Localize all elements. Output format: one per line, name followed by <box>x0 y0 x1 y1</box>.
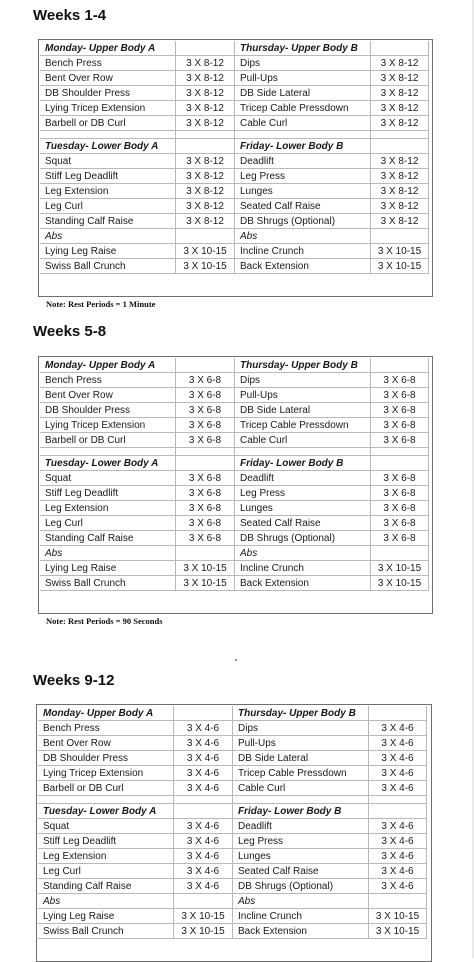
section-title: Weeks 1-4 <box>33 7 107 24</box>
exercise-name: DB Side Lateral <box>235 403 371 418</box>
exercise-name: Bench Press <box>40 373 176 388</box>
exercise-name: Lunges <box>235 184 371 199</box>
sets-reps <box>174 894 233 909</box>
exercise-name: Squat <box>38 819 174 834</box>
empty-cell <box>369 804 427 819</box>
sets-reps: 3 X 10-15 <box>176 561 235 576</box>
exercise-name: Leg Press <box>235 486 371 501</box>
spacer-cell <box>235 131 371 139</box>
sets-reps: 3 X 10-15 <box>176 576 235 591</box>
exercise-name: Lying Tricep Extension <box>40 101 176 116</box>
spacer-cell <box>371 448 429 456</box>
exercise-name: Incline Crunch <box>233 909 369 924</box>
spacer-cell <box>235 448 371 456</box>
sets-reps: 3 X 8-12 <box>371 214 429 229</box>
sets-reps <box>371 546 429 561</box>
exercise-name: Seated Calf Raise <box>235 516 371 531</box>
exercise-name: Bent Over Row <box>40 388 176 403</box>
exercise-name: Stiff Leg Deadlift <box>40 169 176 184</box>
abs-label: Abs <box>235 229 371 244</box>
exercise-name: Swiss Ball Crunch <box>40 259 176 274</box>
sets-reps: 3 X 6-8 <box>176 388 235 403</box>
sets-reps: 3 X 10-15 <box>369 909 427 924</box>
section-title: Weeks 9-12 <box>33 672 115 689</box>
day-header: Monday- Upper Body A <box>38 706 174 721</box>
abs-label: Abs <box>40 229 176 244</box>
exercise-name: Barbell or DB Curl <box>40 116 176 131</box>
sets-reps: 3 X 6-8 <box>371 373 429 388</box>
sets-reps: 3 X 6-8 <box>371 531 429 546</box>
exercise-name: Pull-Ups <box>235 388 371 403</box>
sets-reps: 3 X 8-12 <box>371 86 429 101</box>
sets-reps: 3 X 4-6 <box>369 849 427 864</box>
section-title: Weeks 5-8 <box>33 323 107 340</box>
sets-reps: 3 X 10-15 <box>174 909 233 924</box>
sets-reps: 3 X 10-15 <box>371 244 429 259</box>
exercise-name: DB Shrugs (Optional) <box>233 879 369 894</box>
exercise-name: DB Shoulder Press <box>38 751 174 766</box>
spacer-cell <box>371 131 429 139</box>
exercise-name: Leg Extension <box>40 501 176 516</box>
sets-reps: 3 X 4-6 <box>174 864 233 879</box>
exercise-name: Cable Curl <box>235 433 371 448</box>
exercise-name: Lunges <box>235 501 371 516</box>
sets-reps: 3 X 4-6 <box>174 751 233 766</box>
sets-reps: 3 X 8-12 <box>176 86 235 101</box>
sets-reps <box>369 894 427 909</box>
empty-cell <box>174 706 233 721</box>
exercise-name: Lying Leg Raise <box>40 244 176 259</box>
empty-cell <box>176 41 235 56</box>
sets-reps: 3 X 10-15 <box>369 924 427 939</box>
sets-reps: 3 X 10-15 <box>371 259 429 274</box>
spacer-cell <box>369 796 427 804</box>
sets-reps: 3 X 8-12 <box>176 101 235 116</box>
exercise-name: Back Extension <box>233 924 369 939</box>
sets-reps: 3 X 8-12 <box>176 214 235 229</box>
sets-reps <box>176 546 235 561</box>
exercise-name: Dips <box>233 721 369 736</box>
day-header: Friday- Lower Body B <box>235 456 371 471</box>
exercise-name: Leg Press <box>235 169 371 184</box>
exercise-name: Barbell or DB Curl <box>38 781 174 796</box>
day-header: Thursday- Upper Body B <box>235 41 371 56</box>
empty-cell <box>369 706 427 721</box>
sets-reps: 3 X 8-12 <box>371 116 429 131</box>
exercise-name: Seated Calf Raise <box>235 199 371 214</box>
empty-cell <box>174 804 233 819</box>
exercise-name: Tricep Cable Pressdown <box>235 418 371 433</box>
exercise-name: Leg Curl <box>40 199 176 214</box>
sets-reps: 3 X 6-8 <box>371 433 429 448</box>
sets-reps: 3 X 8-12 <box>176 116 235 131</box>
sets-reps: 3 X 4-6 <box>369 721 427 736</box>
sets-reps: 3 X 8-12 <box>371 199 429 214</box>
sets-reps: 3 X 8-12 <box>176 71 235 86</box>
sets-reps: 3 X 4-6 <box>174 834 233 849</box>
empty-cell <box>176 456 235 471</box>
sets-reps <box>176 229 235 244</box>
exercise-name: Standing Calf Raise <box>40 531 176 546</box>
exercise-name: Lunges <box>233 849 369 864</box>
exercise-name: Leg Extension <box>38 849 174 864</box>
sets-reps: 3 X 8-12 <box>176 169 235 184</box>
sets-reps: 3 X 4-6 <box>369 751 427 766</box>
exercise-name: Deadlift <box>235 471 371 486</box>
sets-reps <box>371 229 429 244</box>
exercise-name: Cable Curl <box>233 781 369 796</box>
exercise-name: Lying Tricep Extension <box>40 418 176 433</box>
sets-reps: 3 X 10-15 <box>176 259 235 274</box>
sets-reps: 3 X 4-6 <box>369 879 427 894</box>
exercise-name: Back Extension <box>235 259 371 274</box>
workout-table <box>38 39 433 297</box>
exercise-name: Deadlift <box>235 154 371 169</box>
day-header: Monday- Upper Body A <box>40 358 176 373</box>
sets-reps: 3 X 4-6 <box>369 736 427 751</box>
table-grid <box>40 358 431 591</box>
sets-reps: 3 X 10-15 <box>174 924 233 939</box>
exercise-name: Bench Press <box>40 56 176 71</box>
exercise-name: Tricep Cable Pressdown <box>235 101 371 116</box>
spacer-cell <box>40 448 176 456</box>
sets-reps: 3 X 6-8 <box>176 373 235 388</box>
exercise-name: DB Side Lateral <box>235 86 371 101</box>
sets-reps: 3 X 8-12 <box>371 169 429 184</box>
exercise-name: DB Side Lateral <box>233 751 369 766</box>
exercise-name: Bent Over Row <box>38 736 174 751</box>
exercise-name: Bent Over Row <box>40 71 176 86</box>
sets-reps: 3 X 10-15 <box>176 244 235 259</box>
sets-reps: 3 X 10-15 <box>371 561 429 576</box>
sets-reps: 3 X 4-6 <box>369 781 427 796</box>
sets-reps: 3 X 8-12 <box>371 56 429 71</box>
exercise-name: Leg Press <box>233 834 369 849</box>
sets-reps: 3 X 6-8 <box>371 471 429 486</box>
exercise-name: Incline Crunch <box>235 244 371 259</box>
exercise-name: DB Shrugs (Optional) <box>235 531 371 546</box>
sets-reps: 3 X 8-12 <box>371 154 429 169</box>
exercise-name: Leg Curl <box>40 516 176 531</box>
rest-note: Note: Rest Periods = 90 Seconds <box>46 616 163 626</box>
sets-reps: 3 X 8-12 <box>371 184 429 199</box>
sets-reps: 3 X 4-6 <box>174 736 233 751</box>
sets-reps: 3 X 4-6 <box>174 879 233 894</box>
abs-label: Abs <box>233 894 369 909</box>
spacer-cell <box>176 448 235 456</box>
exercise-name: Standing Calf Raise <box>38 879 174 894</box>
empty-cell <box>371 139 429 154</box>
exercise-name: DB Shoulder Press <box>40 86 176 101</box>
exercise-name: Seated Calf Raise <box>233 864 369 879</box>
exercise-name: Back Extension <box>235 576 371 591</box>
exercise-name: DB Shrugs (Optional) <box>235 214 371 229</box>
stray-dot <box>235 659 237 661</box>
day-header: Tuesday- Lower Body A <box>38 804 174 819</box>
exercise-name: DB Shoulder Press <box>40 403 176 418</box>
table-grid <box>40 41 431 274</box>
day-header: Friday- Lower Body B <box>233 804 369 819</box>
workout-table <box>36 704 432 962</box>
sets-reps: 3 X 4-6 <box>369 864 427 879</box>
day-header: Monday- Upper Body A <box>40 41 176 56</box>
empty-cell <box>371 358 429 373</box>
sets-reps: 3 X 6-8 <box>371 486 429 501</box>
abs-label: Abs <box>40 546 176 561</box>
sets-reps: 3 X 4-6 <box>369 834 427 849</box>
sets-reps: 3 X 4-6 <box>174 781 233 796</box>
exercise-name: Lying Leg Raise <box>38 909 174 924</box>
spacer-cell <box>38 796 174 804</box>
exercise-name: Deadlift <box>233 819 369 834</box>
sets-reps: 3 X 6-8 <box>371 388 429 403</box>
spacer-cell <box>233 796 369 804</box>
exercise-name: Leg Curl <box>38 864 174 879</box>
exercise-name: Cable Curl <box>235 116 371 131</box>
exercise-name: Standing Calf Raise <box>40 214 176 229</box>
sets-reps: 3 X 4-6 <box>174 721 233 736</box>
exercise-name: Squat <box>40 154 176 169</box>
exercise-name: Squat <box>40 471 176 486</box>
table-grid <box>38 706 430 939</box>
sets-reps: 3 X 6-8 <box>371 403 429 418</box>
sets-reps: 3 X 6-8 <box>176 433 235 448</box>
sets-reps: 3 X 4-6 <box>174 819 233 834</box>
exercise-name: Stiff Leg Deadlift <box>40 486 176 501</box>
sets-reps: 3 X 4-6 <box>174 849 233 864</box>
exercise-name: Pull-Ups <box>233 736 369 751</box>
day-header: Thursday- Upper Body B <box>235 358 371 373</box>
spacer-cell <box>174 796 233 804</box>
sets-reps: 3 X 10-15 <box>371 576 429 591</box>
abs-label: Abs <box>38 894 174 909</box>
sets-reps: 3 X 6-8 <box>176 418 235 433</box>
exercise-name: Swiss Ball Crunch <box>40 576 176 591</box>
rest-note: Note: Rest Periods = 1 Minute <box>46 299 156 309</box>
exercise-name: Tricep Cable Pressdown <box>233 766 369 781</box>
spacer-cell <box>40 131 176 139</box>
exercise-name: Bench Press <box>38 721 174 736</box>
spacer-cell <box>176 131 235 139</box>
sets-reps: 3 X 6-8 <box>371 516 429 531</box>
exercise-name: Incline Crunch <box>235 561 371 576</box>
sets-reps: 3 X 8-12 <box>176 199 235 214</box>
exercise-name: Swiss Ball Crunch <box>38 924 174 939</box>
sets-reps: 3 X 8-12 <box>371 71 429 86</box>
empty-cell <box>176 139 235 154</box>
sets-reps: 3 X 8-12 <box>176 184 235 199</box>
empty-cell <box>176 358 235 373</box>
sets-reps: 3 X 6-8 <box>176 471 235 486</box>
day-header: Tuesday- Lower Body A <box>40 139 176 154</box>
exercise-name: Stiff Leg Deadlift <box>38 834 174 849</box>
sets-reps: 3 X 8-12 <box>176 56 235 71</box>
exercise-name: Lying Tricep Extension <box>38 766 174 781</box>
exercise-name: Dips <box>235 56 371 71</box>
sets-reps: 3 X 6-8 <box>176 486 235 501</box>
exercise-name: Barbell or DB Curl <box>40 433 176 448</box>
workout-table <box>38 356 433 614</box>
day-header: Friday- Lower Body B <box>235 139 371 154</box>
day-header: Thursday- Upper Body B <box>233 706 369 721</box>
sets-reps: 3 X 6-8 <box>371 501 429 516</box>
empty-cell <box>371 456 429 471</box>
sets-reps: 3 X 6-8 <box>176 501 235 516</box>
sets-reps: 3 X 8-12 <box>371 101 429 116</box>
exercise-name: Leg Extension <box>40 184 176 199</box>
day-header: Tuesday- Lower Body A <box>40 456 176 471</box>
sets-reps: 3 X 6-8 <box>371 418 429 433</box>
sets-reps: 3 X 6-8 <box>176 531 235 546</box>
sets-reps: 3 X 4-6 <box>369 819 427 834</box>
sets-reps: 3 X 4-6 <box>174 766 233 781</box>
sets-reps: 3 X 6-8 <box>176 403 235 418</box>
abs-label: Abs <box>235 546 371 561</box>
exercise-name: Pull-Ups <box>235 71 371 86</box>
sets-reps: 3 X 4-6 <box>369 766 427 781</box>
sets-reps: 3 X 8-12 <box>176 154 235 169</box>
sets-reps: 3 X 6-8 <box>176 516 235 531</box>
exercise-name: Lying Leg Raise <box>40 561 176 576</box>
empty-cell <box>371 41 429 56</box>
exercise-name: Dips <box>235 373 371 388</box>
